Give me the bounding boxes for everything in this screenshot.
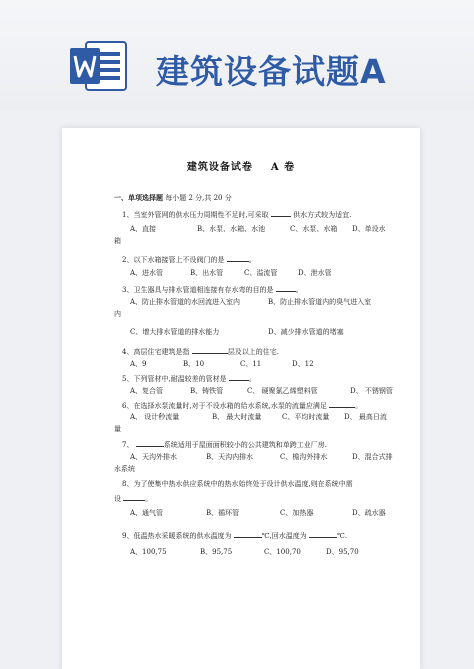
option-c [290, 225, 337, 234]
option-label: 最高日流 [358, 413, 387, 421]
question-1 [122, 209, 351, 220]
option-label: B、95,75 [200, 548, 233, 556]
option-label: B、铸铁管 [190, 387, 224, 395]
question-end: 。 [145, 495, 153, 503]
option-c [240, 360, 261, 369]
question-end: 。 [248, 375, 256, 383]
option-label: C、100,70 [264, 548, 301, 556]
question-4 [122, 346, 279, 357]
option-label: 量 [114, 425, 121, 433]
paper-title: 建筑设备试卷 A 卷 [186, 162, 296, 173]
option-label: A、进水管 [130, 269, 164, 277]
option-label: A、9 [130, 360, 147, 368]
option-label: C、 [247, 387, 260, 395]
answer-blank [229, 373, 249, 381]
option-label: B、出水管 [190, 269, 224, 277]
option-d [352, 225, 386, 234]
option-label: D、混合式排 [352, 453, 393, 461]
option-b [206, 509, 239, 518]
option-c [264, 548, 301, 557]
option-d [352, 453, 393, 462]
answer-blank [136, 439, 164, 447]
option-d [292, 360, 314, 369]
option-a: A、直接 [130, 225, 157, 233]
question-5 [122, 373, 256, 384]
continued-text [114, 310, 121, 319]
option-label: B、10 [183, 360, 205, 368]
option-label: D、12 [292, 360, 314, 368]
continued-text [114, 425, 121, 434]
question-text: 3、卫生器具与排水管道相连接有存水弯的目的是 [122, 286, 274, 294]
question-end: 。 [248, 256, 256, 264]
word-document-icon [70, 40, 128, 92]
question-end: ℃. [337, 532, 348, 540]
answer-blank [271, 209, 291, 217]
option-label: D、95,70 [326, 548, 359, 556]
document-page [62, 128, 420, 669]
option-a [130, 269, 163, 278]
option-label: C、水泵、水箱 [290, 225, 338, 233]
header-banner [0, 0, 474, 110]
question-text: 8、为了使集中热水供应系统中的热水始终处于设计供水温度,则在系统中需 [122, 480, 353, 488]
option-label: D、减少排水管道的堵塞 [268, 328, 344, 336]
continued-text [114, 237, 121, 246]
option-a [130, 509, 163, 518]
question-end: 。 [295, 286, 303, 294]
option-label: C、溢流管 [244, 269, 278, 277]
option-a [130, 413, 179, 422]
option-label: B、防止排水管道内的臭气进入室 [268, 298, 372, 306]
option-b [212, 413, 261, 422]
option-d [344, 413, 387, 422]
continued-text [114, 493, 152, 504]
question-6 [122, 400, 362, 411]
question-text: 1、当室外管网的供水压力周期性不足时,可采取 [122, 211, 269, 219]
answer-blank [276, 284, 296, 292]
option-b [206, 453, 253, 462]
option-label: 硬聚氯乙烯塑料管 [261, 387, 318, 395]
question-text: 6、在选择水泵流量时,对于不设水箱的给水系统,水泵的流量应满足 [122, 402, 327, 410]
option-label: B、 [212, 413, 225, 421]
option-label: 箱 [114, 237, 121, 245]
option-label: 最大时流量 [226, 413, 262, 421]
section-heading-label: 一、单项选择题 [114, 193, 163, 202]
question-text: 层及以上的住宅. [227, 348, 279, 356]
option-d [326, 548, 359, 557]
question-text: 9、低温热水采暖系统的供水温度为 [122, 532, 232, 540]
option-label: D、泄水管 [298, 269, 332, 277]
option-label: B、循环管 [206, 509, 240, 517]
option-d [298, 269, 332, 278]
question-7 [122, 439, 327, 450]
option-c [280, 453, 327, 462]
question-3 [122, 284, 303, 295]
option-b [183, 360, 204, 369]
option-label: D、 [344, 413, 357, 421]
answer-blank [192, 346, 228, 354]
answer-blank [309, 530, 337, 538]
option-b [190, 387, 223, 396]
option-label: D、疏水器 [352, 509, 386, 517]
option-b [200, 548, 232, 557]
option-c [130, 328, 219, 337]
answer-blank [123, 493, 145, 501]
option-b [190, 269, 223, 278]
options-row [130, 225, 156, 234]
option-c [282, 413, 329, 422]
option-a [130, 387, 163, 396]
question-text: 供水方式较为适宜. [293, 211, 352, 219]
option-d [350, 387, 393, 396]
option-a [130, 548, 167, 557]
option-a [130, 360, 147, 369]
question-text: ℃,回水温度为 [261, 532, 307, 540]
continued-text [114, 465, 135, 474]
option-label: 水系统 [114, 465, 135, 473]
option-label: B、天沟内排水 [206, 453, 254, 461]
option-b [268, 298, 371, 307]
option-label: 不锈钢管 [364, 387, 393, 395]
option-label: A、天沟外排水 [130, 453, 178, 461]
option-a [130, 298, 240, 307]
option-a [130, 453, 177, 462]
section-heading [114, 193, 232, 203]
option-c [280, 509, 313, 518]
option-label: A、100,75 [130, 548, 167, 556]
section-note: 每小题 2 分,共 20 分 [165, 194, 232, 202]
question-text: 系统适用于屋面面积较小的公共建筑和单跨工业厂房. [163, 441, 327, 449]
question-end: 。 [355, 402, 363, 410]
option-label: C、平均时流量 [282, 413, 330, 421]
option-d [352, 509, 386, 518]
option-label: D、单设水 [352, 225, 386, 233]
option-label: B、水泵、水箱、水池 [197, 225, 266, 233]
question-text: 4、高层住宅建筑是指 [122, 348, 190, 356]
answer-blank [234, 530, 262, 538]
document-title: 建筑设备试题A [156, 52, 387, 91]
option-label: D、 [350, 387, 363, 395]
question-text: 2、以下水箱接管上不设阀门的是 [122, 256, 225, 264]
question-2 [122, 254, 256, 265]
option-label: C、加热器 [280, 509, 314, 517]
option-d [268, 328, 344, 337]
option-c [247, 387, 318, 396]
option-label: A、 [130, 413, 143, 421]
question-text: 7、 [122, 441, 134, 449]
question-8 [122, 480, 353, 489]
question-9 [122, 530, 347, 541]
option-label: 内 [114, 310, 121, 318]
answer-blank [329, 400, 355, 408]
option-b [197, 225, 265, 234]
option-label: 设计秒流量 [144, 413, 180, 421]
option-label: C、檐沟外排水 [280, 453, 328, 461]
question-text: 设 [114, 495, 121, 503]
option-label: A、防止排水管道的水回流进入室内 [130, 298, 241, 306]
option-label: A、通气管 [130, 509, 164, 517]
question-text: 5、下列管材中,耐温较差的管材是 [122, 375, 227, 383]
option-c [244, 269, 277, 278]
option-label: C、11 [240, 360, 262, 368]
option-label: C、增大排水管道的排水能力 [130, 328, 220, 336]
answer-blank [227, 254, 249, 262]
option-label: A、复合管 [130, 387, 164, 395]
